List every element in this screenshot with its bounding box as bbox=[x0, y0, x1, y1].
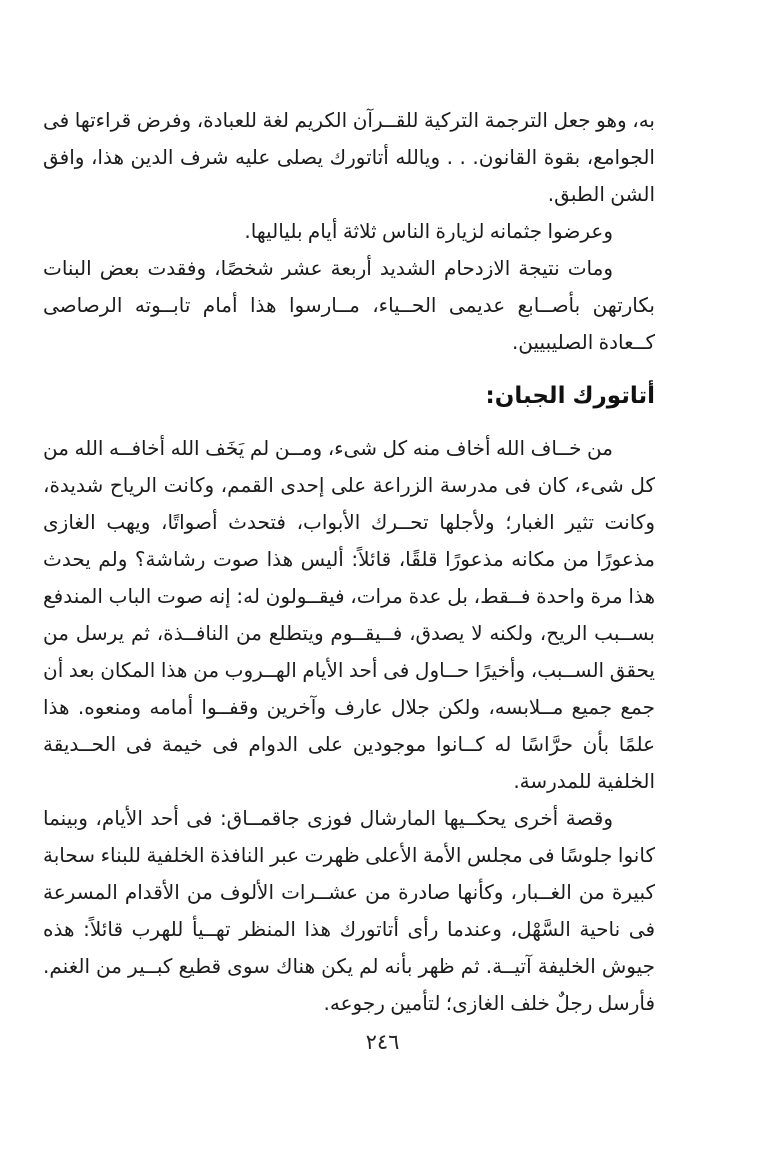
paragraph-continuation: به، وهو جعل الترجمة التركية للقــرآن الكريم لغة للعبادة، وفرض قراءتها فى الجوامع، بقوة القانون. . . ويالله أتاتورك يصلى عليه شرف الدين هذا، وافق الشن الطبق. bbox=[43, 108, 655, 206]
section-heading: أتاتورك الجبان: bbox=[485, 383, 655, 409]
paragraph: ومات نتيجة الازدحام الشديد أربعة عشر شخصًا، وفقدت بعض البنات بكارتهن بأصــابع عديمى الحــياء، مــارسوا هذا أمام تابــوته الرصاصى كــعادة الصليبيين. bbox=[43, 256, 655, 354]
paragraph: وعرضوا جثمانه لزيارة الناس ثلاثة أيام بلياليها. bbox=[244, 219, 613, 243]
page-number: ٢٤٦ bbox=[365, 1030, 400, 1054]
paragraph: من خــاف الله أخاف منه كل شىء، ومــن لم يَخَف الله أخافــه الله من كل شىء، كان فى مدرسة الزراعة على إحدى القمم، وكانت الرياح شديدة، وكانت تثير الغبار؛ ولأجلها تحــرك الأبواب، فتحدث أصواتًا، ويهب الغازى مذعورًا من مكانه مذعورًا قلقًا، قائلاً: أليس هذا صوت رشاشة؟ ولم يحدث هذا مرة واحدة فــقط، بل عدة مرات، فيقــولون له: إنه صوت الباب المندفع بســبب الريح، ولكنه لا يصدق، فــيقــوم ويتطلع من النافــذة، ثم يرسل من يحقق الســبب، وأخيرًا حــاول فى أحد الأيام الهــروب من هذا المكان بعد أن جمع جميع مــلابسه، ولكن جلال عارف وآخرين وقفــوا أمامه ومنعوه. هذا علمًا بأن حرَّاسًا له كــانوا موجودين على الدوام فى خيمة فى الحــديقة الخلفية للمدرسة. bbox=[43, 436, 655, 793]
paragraph: وقصة أخرى يحكــيها المارشال فوزى جاقمــاق: فى أحد الأيام، وبينما كانوا جلوسًا فى مجلس الأمة الأعلى ظهرت عبر النافذة الخلفية للبناء سحابة كبيرة من الغــبار، وكأنها صادرة من عشــرات الألوف من الأقدام المسرعة فى ناحية السَّهْل، وعندما رأى أتاتورك هذا المنظر تهــيأ للهرب قائلاً: هذه جيوش الخليفة آتيــة. ثم ظهر بأنه لم يكن هناك سوى قطيع كبــير من الغنم. فأرسل رجلٌ خلف الغازى؛ لتأمين رجوعه. bbox=[43, 806, 655, 1015]
page-footer bbox=[0, 1030, 765, 1054]
page-body-text bbox=[43, 102, 655, 1022]
